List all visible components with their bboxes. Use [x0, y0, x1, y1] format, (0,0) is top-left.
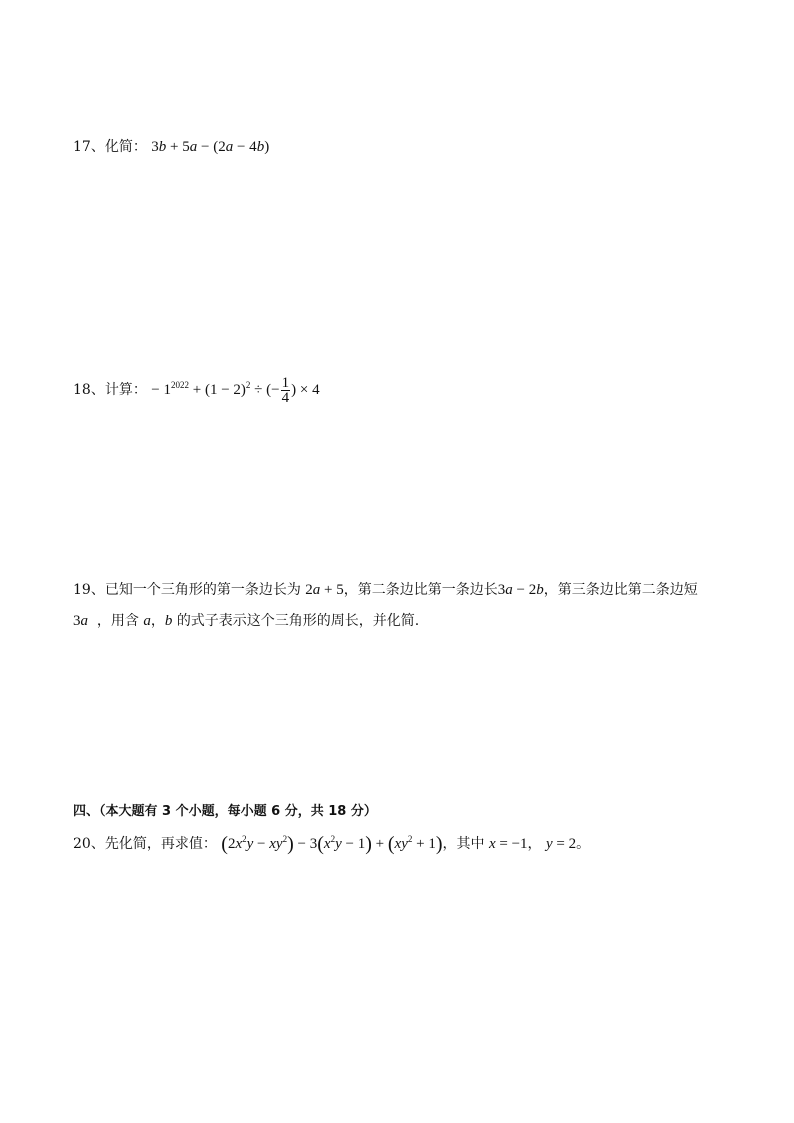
question-19-line-1 — [73, 580, 698, 600]
question-20 — [73, 834, 590, 855]
question-20-end: 。 — [576, 836, 591, 852]
condition-x: x = −1 — [488, 836, 528, 852]
section-4-heading: 四、（本大题有 3 个小题，每小题 6 分，共 18 分） — [73, 804, 377, 819]
question-19-text-1: 19、已知一个三角形的第一条边长为 — [73, 582, 301, 598]
question-20-expression: $(2x^2y - xy^2) - 3(x^2y - 1) + (xy^2 + 1)$ — [221, 833, 443, 855]
question-19-comma: ， — [150, 613, 165, 629]
question-19-text-4: ，用含 — [96, 613, 139, 629]
question-20-label: 20、先化简，再求值： — [73, 836, 217, 852]
variable-a: a — [143, 613, 151, 629]
question-18-label: 18、计算： — [73, 381, 147, 398]
question-20-separator: ， — [527, 836, 542, 852]
side-2-difference-expression: 3a − 2b — [497, 582, 544, 598]
question-17 — [73, 137, 269, 157]
question-17-label: 17、化简： — [73, 139, 147, 155]
question-19-text-5: 的式子表示这个三角形的周长，并化简. — [176, 613, 420, 629]
condition-y: y = 2 — [546, 836, 577, 852]
fraction-one-quarter: $\frac{1}{4}$ — [281, 375, 290, 406]
question-19-line-2 — [73, 611, 419, 631]
variable-b: b — [164, 613, 173, 629]
side-1-expression: 2a + 5 — [305, 582, 344, 598]
question-17-expression: 3b + 5a − (2a − 4b) — [151, 139, 270, 155]
question-18-expression: − $1^{2022} + (1 - 2)^2$ ÷ (− $\frac{1}{4}$ ) × 4 — [151, 375, 320, 406]
question-18 — [73, 376, 320, 405]
question-19-text-2: ，第二条边比第一条边长 — [343, 582, 498, 598]
question-19-text-3: ，第三条边比第二条边短 — [543, 582, 698, 598]
side-3-difference-expression: 3a — [73, 613, 88, 629]
question-20-text-mid: ，其中 — [442, 836, 485, 852]
